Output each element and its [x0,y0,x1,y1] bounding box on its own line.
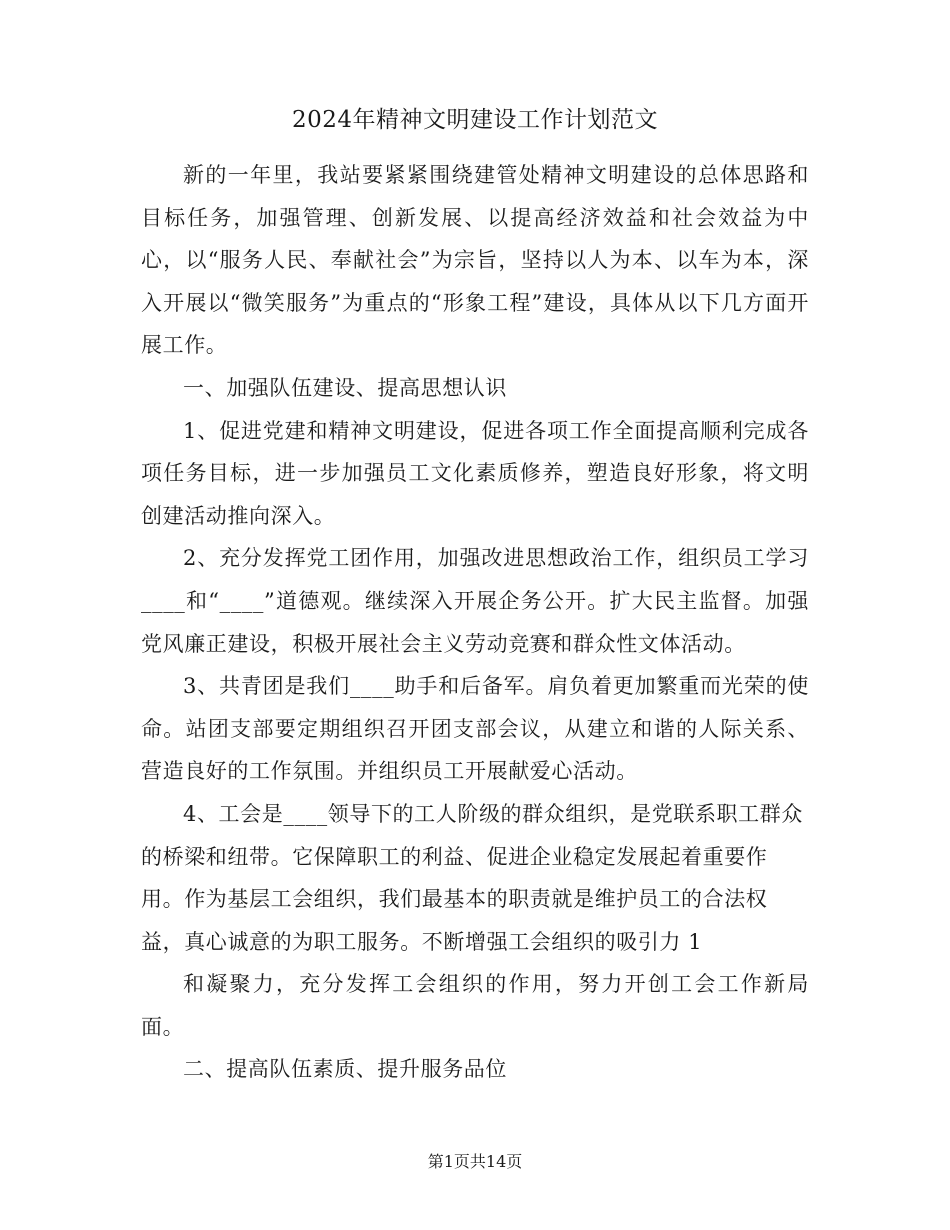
paragraph-item-1: 1、促进党建和精神文明建设，促进各项工作全面提高顺利完成各项任务目标，进一步加强员工文化素质修养，塑造良好形象，将文明创建活动推向深入。 [141,418,809,528]
paragraph-intro: 新的一年里，我站要紧紧围绕建管处精神文明建设的总体思路和目标任务，加强管理、创新发展、以提高经济效益和社会效益为中心，以“服务人民、奉献社会”为宗旨，坚持以人为本、以车为本，深入开展以“微笑服务”为重点的“形象工程”建设，具体从以下几方面开展工作。 [141,163,809,358]
section-heading-1: 一、加强队伍建设、提高思想认识 [183,375,507,400]
page-number: 第1页共14页 [427,1152,523,1171]
paragraph-item-2: 2、充分发挥党工团作用，加强改进思想政治工作，组织员工学习____和“____”道德观。继续深入开展企务公开。扩大民主监督。加强党风廉正建设，积极开展社会主义劳动竞赛和群众性文体活动。 [141,546,809,656]
section-heading-2: 二、提高队伍素质、提升服务品位 [183,1057,507,1082]
paragraph-item-4: 4、工会是____领导下的工人阶级的群众组织，是党联系职工群众的桥梁和纽带。它保障职工的利益、促进企业稳定发展起着重要作用。作为基层工会组织，我们最基本的职责就是维护员工的合法权益，真心诚意的为职工服务。不断增强工会组织的吸引力 1 [141,801,803,954]
document-body [141,154,809,1091]
paragraph-item-3: 3、共青团是我们____助手和后备军。肩负着更加繁重而光荣的使命。站团支部要定期组织召开团支部会议，从建立和谐的人际关系、营造良好的工作氛围。并组织员工开展献爱心活动。 [141,674,809,784]
document-title: 2024年精神文明建设工作计划范文 [291,107,659,133]
paragraph-item-4-continued: 和凝聚力，充分发挥工会组织的作用，努力开创工会工作新局面。 [141,972,809,1039]
